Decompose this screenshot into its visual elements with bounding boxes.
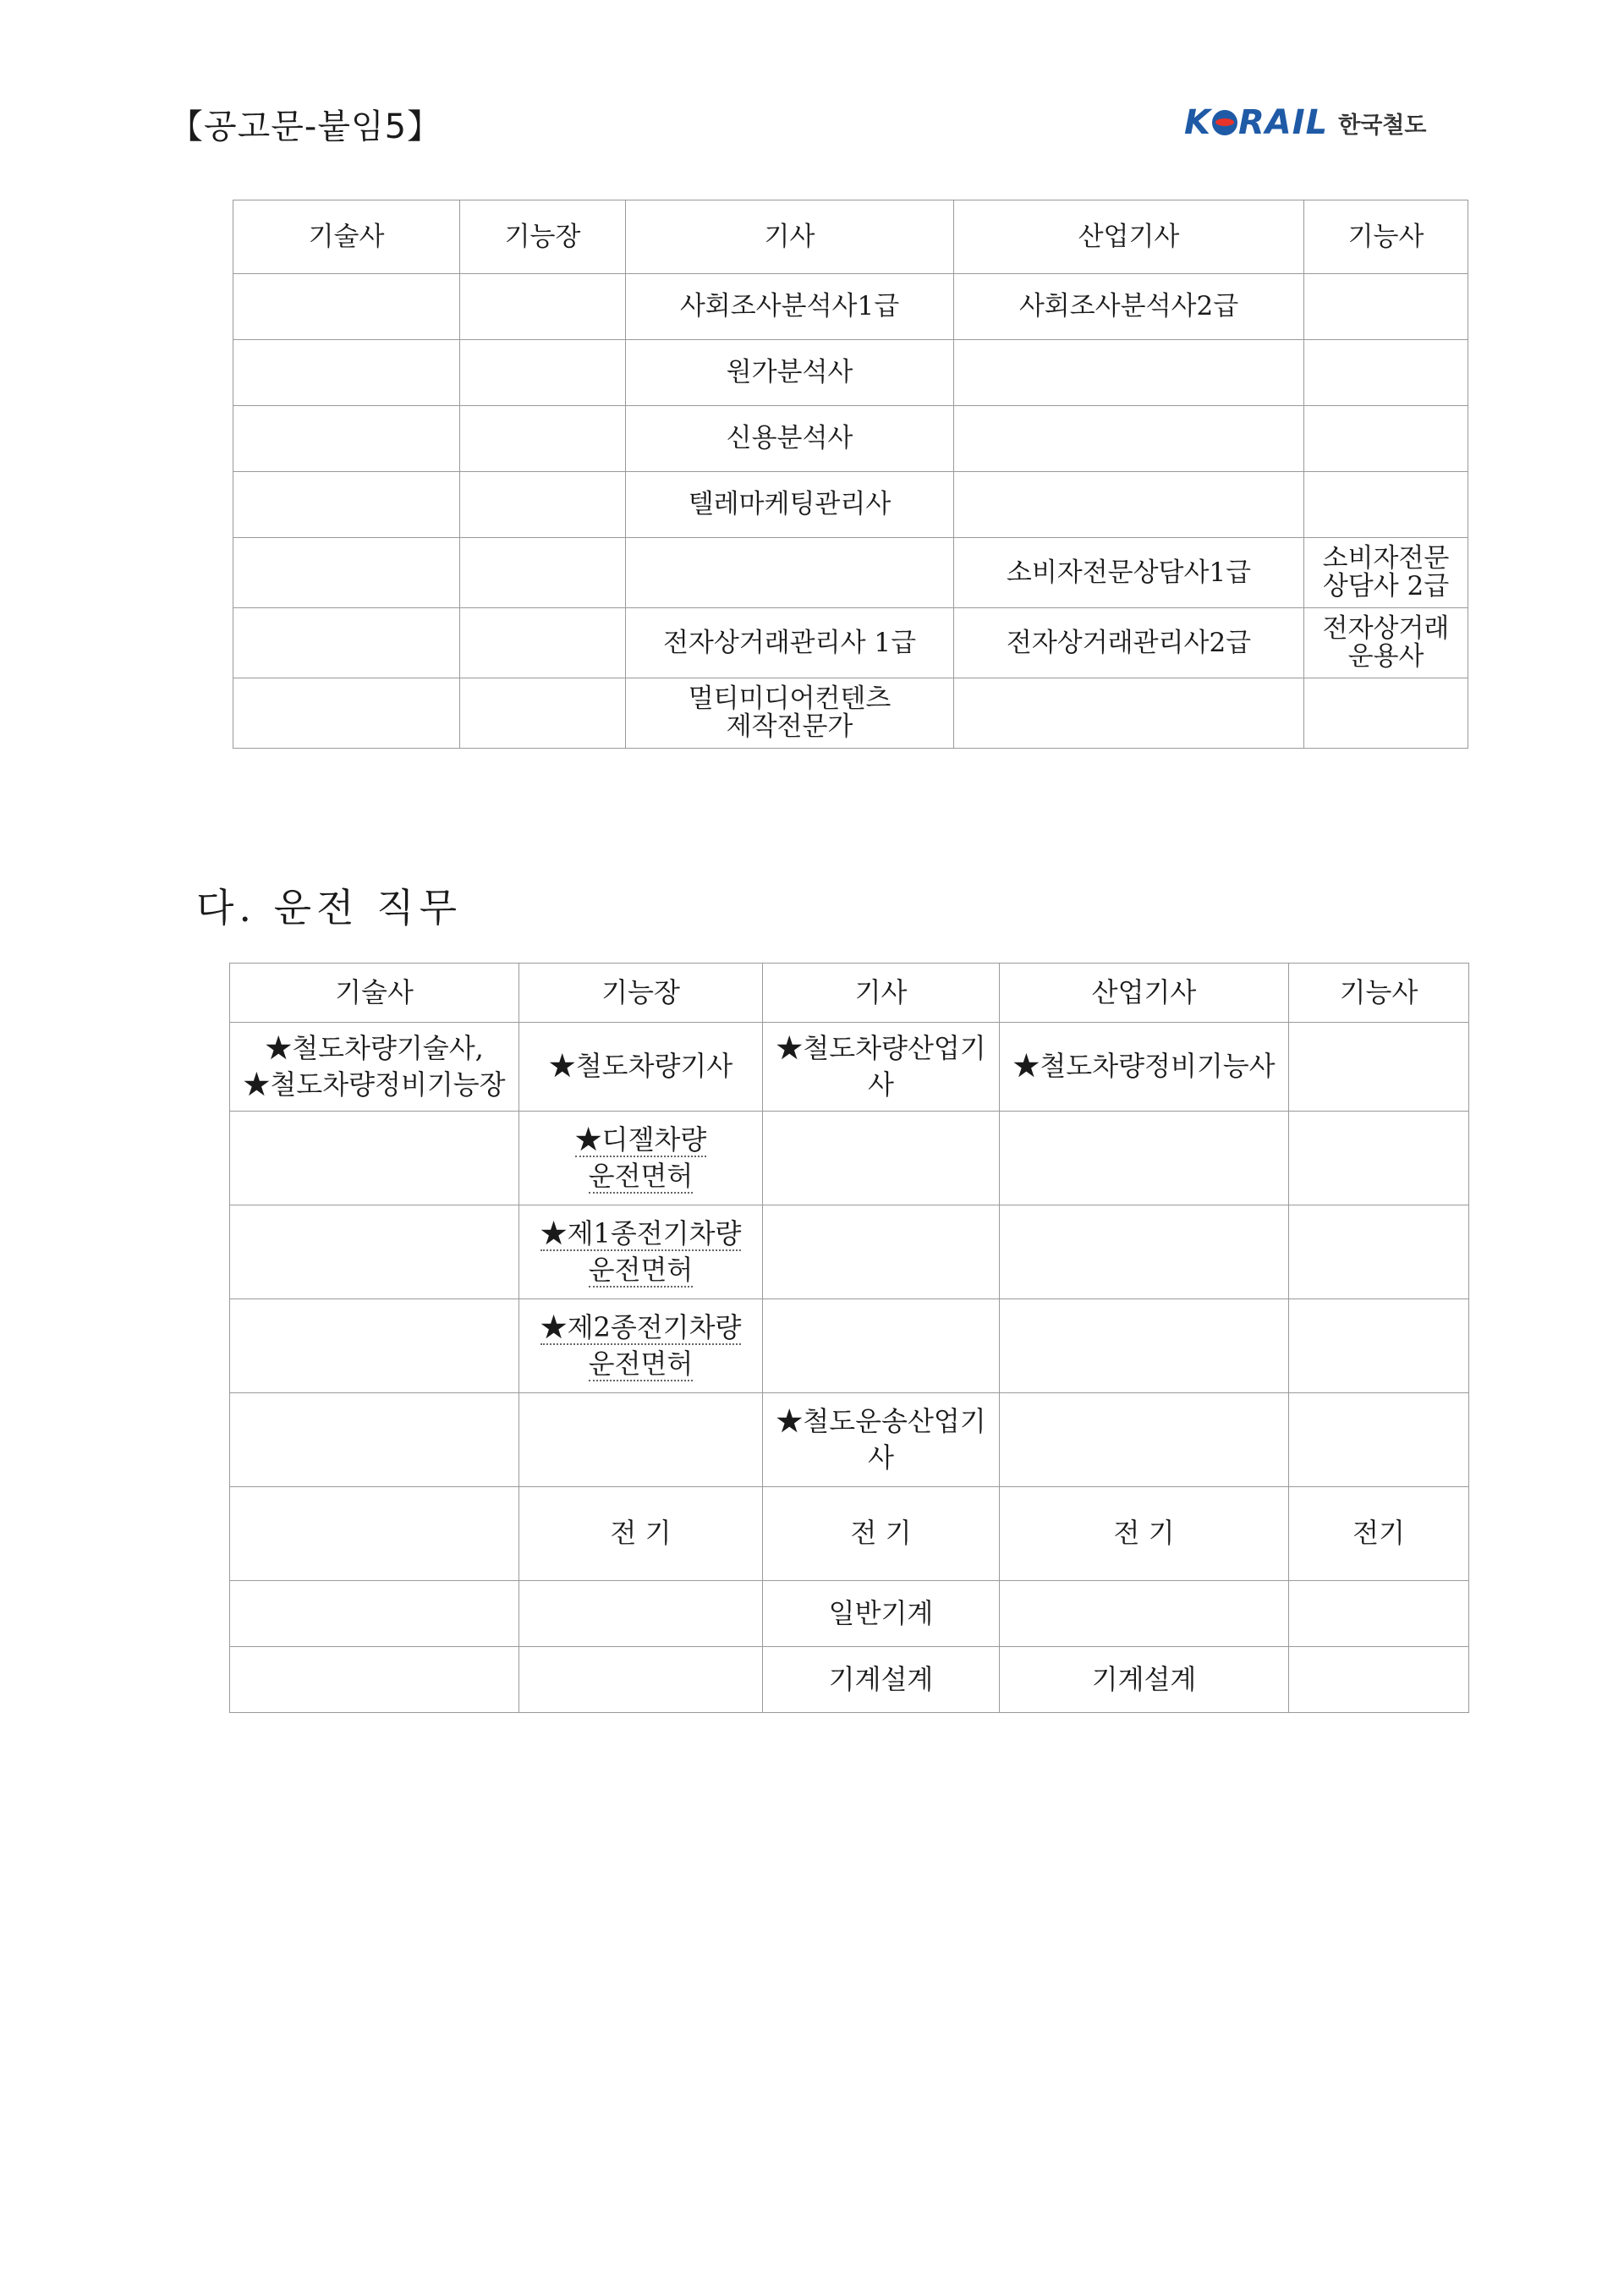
table-cell <box>954 678 1304 749</box>
table-cell <box>1000 1581 1289 1647</box>
table-cell <box>519 1393 763 1487</box>
table-cell <box>954 274 1304 340</box>
table-cell <box>230 1393 519 1487</box>
header-cell: 기능장 <box>460 200 626 274</box>
header-cell: 기능사 <box>1304 200 1468 274</box>
table-cell <box>1000 1647 1289 1713</box>
table-cell <box>763 1487 1000 1581</box>
table-cell <box>519 1205 763 1299</box>
table-cell <box>1289 1023 1469 1112</box>
cell-line: 원가분석사 <box>726 357 853 388</box>
table-cell <box>1304 538 1468 608</box>
table-cell <box>954 472 1304 538</box>
table-cell <box>1304 472 1468 538</box>
table-cell <box>626 678 954 749</box>
table-cell <box>233 406 460 472</box>
table-cell <box>1000 1023 1289 1112</box>
table-cell <box>1304 340 1468 406</box>
logo-subtitle: 한국철도 <box>1338 112 1427 139</box>
table-row <box>233 472 1468 538</box>
table-row <box>233 274 1468 340</box>
cell-line: ★철도차량기사 <box>548 1050 733 1083</box>
table-cell <box>626 274 954 340</box>
table-cell <box>763 1112 1000 1205</box>
cell-line: ★철도차량정비기능사 <box>1012 1050 1276 1083</box>
table-cell <box>230 1299 519 1393</box>
header-cell: 기능사 <box>1289 964 1469 1023</box>
table-cell <box>1289 1487 1469 1581</box>
table-cell <box>519 1112 763 1205</box>
table-cell <box>233 472 460 538</box>
header-cell: 기술사 <box>230 964 519 1023</box>
table-cell <box>1000 1299 1289 1393</box>
cell-line: 전자상거래관리사2급 <box>1006 627 1252 658</box>
cell-line: 상담사 2급 <box>1322 571 1450 601</box>
table-cell <box>763 1205 1000 1299</box>
header-cell: 기사 <box>763 964 1000 1023</box>
cell-line: ★철도차량기술사, <box>265 1031 484 1064</box>
logo-o-emblem-icon <box>1212 110 1237 135</box>
table-cell <box>954 340 1304 406</box>
cell-line: 운전면허 <box>588 1348 694 1380</box>
table-row <box>233 608 1468 678</box>
table-cell <box>460 472 626 538</box>
table-cell <box>626 538 954 608</box>
table-header-row <box>230 964 1469 1023</box>
cell-line: 기계설계 <box>1091 1662 1197 1695</box>
table-row <box>230 1112 1469 1205</box>
table-row <box>233 340 1468 406</box>
table-cell <box>230 1487 519 1581</box>
cell-line: 신용분석사 <box>726 423 853 454</box>
table-row <box>230 1023 1469 1112</box>
table-cell <box>1289 1299 1469 1393</box>
table-row <box>230 1581 1469 1647</box>
table-cell <box>233 538 460 608</box>
table-row <box>233 538 1468 608</box>
table-cell <box>626 340 954 406</box>
cell-line: 운용사 <box>1347 641 1424 672</box>
cell-line: ★제2종전기차량 <box>540 1310 742 1343</box>
logo-wordmark <box>1184 103 1328 142</box>
table-cell <box>460 608 626 678</box>
cell-line: 전자상거래 <box>1322 613 1450 645</box>
table-cell <box>1304 678 1468 749</box>
table-cell <box>1289 1205 1469 1299</box>
table-cell <box>230 1112 519 1205</box>
cell-line: 사회조사분석사2급 <box>1018 291 1239 322</box>
table-row <box>230 1487 1469 1581</box>
table-cell <box>954 538 1304 608</box>
table-cell <box>1289 1112 1469 1205</box>
table-cell <box>1289 1647 1469 1713</box>
logo-letters-rail: RAIL <box>1238 103 1329 142</box>
table-cell <box>230 1581 519 1647</box>
cell-line: 소비자전문상담사1급 <box>1006 557 1252 588</box>
table-cell <box>519 1299 763 1393</box>
table-cell <box>460 538 626 608</box>
cell-line: ★철도운송산업기사 <box>776 1404 986 1474</box>
table-row <box>230 1299 1469 1393</box>
cell-line: ★제1종전기차량 <box>540 1216 742 1249</box>
table-cell <box>763 1299 1000 1393</box>
header-cell: 산업기사 <box>954 200 1304 274</box>
document-label: 【공고문-붙임5】 <box>169 107 442 146</box>
cell-line: 전 기 <box>850 1517 912 1550</box>
table-cell <box>233 340 460 406</box>
table-cell <box>460 274 626 340</box>
table-cell <box>519 1487 763 1581</box>
logo-letter-k: K <box>1184 103 1211 142</box>
cell-line: 운전면허 <box>588 1160 694 1192</box>
cell-line: 멀티미디어컨텐츠 <box>688 684 892 715</box>
table-cell <box>763 1023 1000 1112</box>
table-cell <box>519 1647 763 1713</box>
table-row <box>230 1205 1469 1299</box>
header-cell: 기술사 <box>233 200 460 274</box>
table-cell <box>460 406 626 472</box>
table-general-qualifications <box>233 200 1468 749</box>
table-row <box>233 406 1468 472</box>
table-cell <box>763 1393 1000 1487</box>
cell-line: 전 기 <box>1113 1517 1175 1550</box>
cell-line: 전기 <box>1352 1517 1405 1550</box>
table-cell <box>233 608 460 678</box>
table-cell <box>1000 1487 1289 1581</box>
table-cell <box>1000 1205 1289 1299</box>
cell-line: 사회조사분석사1급 <box>679 291 900 322</box>
table-cell <box>233 678 460 749</box>
table-cell <box>1304 274 1468 340</box>
table-cell <box>763 1581 1000 1647</box>
header-cell: 기사 <box>626 200 954 274</box>
table-cell <box>1304 608 1468 678</box>
table-cell <box>1000 1112 1289 1205</box>
cell-line: ★철도차량산업기사 <box>776 1031 986 1101</box>
table-cell <box>1289 1393 1469 1487</box>
table-cell <box>763 1647 1000 1713</box>
table-cell <box>626 406 954 472</box>
table-cell <box>954 608 1304 678</box>
table-cell <box>519 1023 763 1112</box>
cell-line: 일반기계 <box>828 1596 934 1629</box>
table-cell <box>1289 1581 1469 1647</box>
table-cell <box>519 1581 763 1647</box>
cell-line: 전 기 <box>610 1517 672 1550</box>
cell-line: 텔레마케팅관리사 <box>688 489 892 520</box>
table-cell <box>1000 1393 1289 1487</box>
cell-line: 기계설계 <box>828 1662 934 1695</box>
table-row <box>230 1647 1469 1713</box>
table-cell <box>626 608 954 678</box>
table-cell <box>460 678 626 749</box>
korail-logo <box>1184 103 1426 142</box>
table-driving-qualifications <box>229 963 1469 1713</box>
header-cell: 기능장 <box>519 964 763 1023</box>
table-cell <box>230 1205 519 1299</box>
table-cell <box>230 1023 519 1112</box>
section-title-driving: 다. 운전 직무 <box>196 885 463 931</box>
table-cell <box>626 472 954 538</box>
cell-line: ★디젤차량 <box>574 1123 707 1156</box>
table-row <box>230 1393 1469 1487</box>
table-row <box>233 678 1468 749</box>
table-cell <box>460 340 626 406</box>
cell-line: 운전면허 <box>588 1254 694 1286</box>
table-cell <box>233 274 460 340</box>
header-cell: 산업기사 <box>1000 964 1289 1023</box>
table-cell <box>1304 406 1468 472</box>
cell-line: 소비자전문 <box>1322 543 1450 574</box>
table-cell <box>954 406 1304 472</box>
cell-line: 제작전문가 <box>726 711 853 742</box>
cell-line: 전자상거래관리사 1급 <box>662 627 917 658</box>
cell-line: ★철도차량정비기능장 <box>243 1068 506 1101</box>
table-header-row <box>233 200 1468 274</box>
table-cell <box>230 1647 519 1713</box>
